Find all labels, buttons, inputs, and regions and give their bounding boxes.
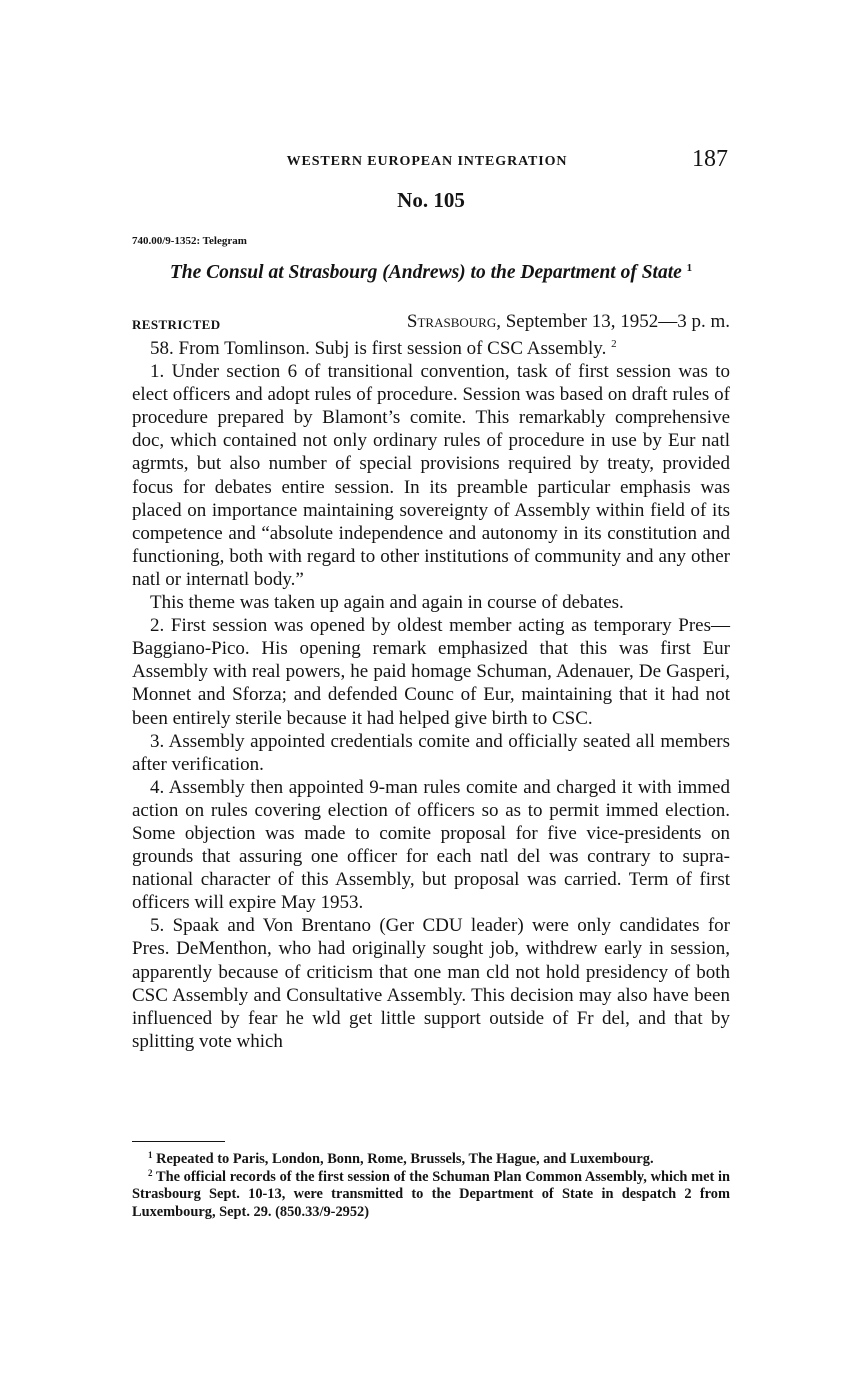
telegram-body (132, 337, 730, 1053)
dateline-row (132, 311, 730, 335)
intro-paragraph (132, 337, 730, 360)
running-head (132, 146, 730, 178)
paragraph-2: 2. First session was opened by oldest member acting as temporary Pres—Baggiano-Pico. His opening remark emphasized that this was first Eur Assembly with real powers, he paid homage Schuman, Adenauer, De Gasperi, Monnet and Sforza; and defended Counc of Eur, maintaining that it had not been entirely sterile because it had helped give birth to CSC. (132, 615, 730, 729)
footnote-2-marker: 2 (148, 1167, 153, 1178)
dateline-place: Strasbourg (406, 311, 497, 332)
footnote-divider (132, 1141, 225, 1142)
paragraph-3: 3. Assembly appointed credentials comite and officially seated all members after verification. (132, 730, 730, 775)
footnote-marker-1: 1 (686, 262, 693, 274)
intro-text: 58. From Tomlinson. Subj is first session of CSC Assembly. (150, 338, 607, 359)
document-number: No. 105 (397, 188, 465, 212)
paragraph-theme: This theme was taken up again and again in course of debates. (150, 592, 624, 614)
paragraph-4: 4. Assembly then appointed 9-man rules comite and charged it with immed action on rules covering election of officers so as to permit immed election. Some objection was made to comite proposal for five vice-presidents on grounds that assuring one officer for each natl del was contrary to supra-national character of this Assembly, but proposal was carried. Term of first officers will expire May 1953. (132, 776, 730, 914)
footnote-1-marker: 1 (148, 1150, 153, 1160)
dateline-date: , September 13, 1952—3 p. m. (496, 311, 730, 332)
footnote-1 (132, 1151, 730, 1169)
classification-label: RESTRICTED (132, 317, 221, 332)
document-heading-text: The Consul at Strasbourg (Andrews) to the Department of State (169, 262, 682, 283)
running-title: WESTERN EUROPEAN INTEGRATION (286, 154, 568, 169)
paragraph-5: 5. Spaak and Von Brentano (Ger CDU leader) were only candidates for Pres. DeMenthon, who had originally sought job, withdrew early in session, apparently because of criticism that one man cld not hold presidency of both CSC Assembly and Consultative Assembly. This decision may also have been influenced by fear he wld get little support outside of Fr del, and that by splitting vote which (132, 915, 730, 1052)
footnote-2-text: The official records of the first session of the Schuman Plan Common Assembly, which met in Strasbourg Sept. 10-13, were transmitted to the Department of State in despatch 2 from Luxembourg, Sept. 29. (850.33/9-2952) (132, 1168, 730, 1220)
file-reference: 740.00/9-1352: Telegram (132, 235, 247, 247)
footnotes (132, 1151, 730, 1221)
footnote-marker-2: 2 (611, 338, 617, 350)
page-number: 187 (692, 146, 728, 172)
paragraph-1: 1. Under section 6 of transitional convention, task of first session was to elect officers and adopt rules of procedure. Session was based on draft rules of procedure prepared by Blamont’s comite. This remarkably comprehensive doc, which contained not only ordinary rules of procedure in use by Eur natl agrmts, but also number of special provisions required by treaty, provided focus for debates entire session. In its preamble particular emphasis was placed on importance maintaining sovereignty of Assembly within field of its competence and “absolute independence and autonomy in its constitution and functioning, both with regard to other institutions of community and any other natl or internatl body.” (132, 361, 730, 590)
dateline (407, 311, 730, 333)
footnote-2 (132, 1169, 730, 1222)
footnote-1-text: Repeated to Paris, London, Bonn, Rome, Brussels, The Hague, and Luxembourg. (156, 1151, 654, 1167)
document-heading (132, 262, 730, 284)
